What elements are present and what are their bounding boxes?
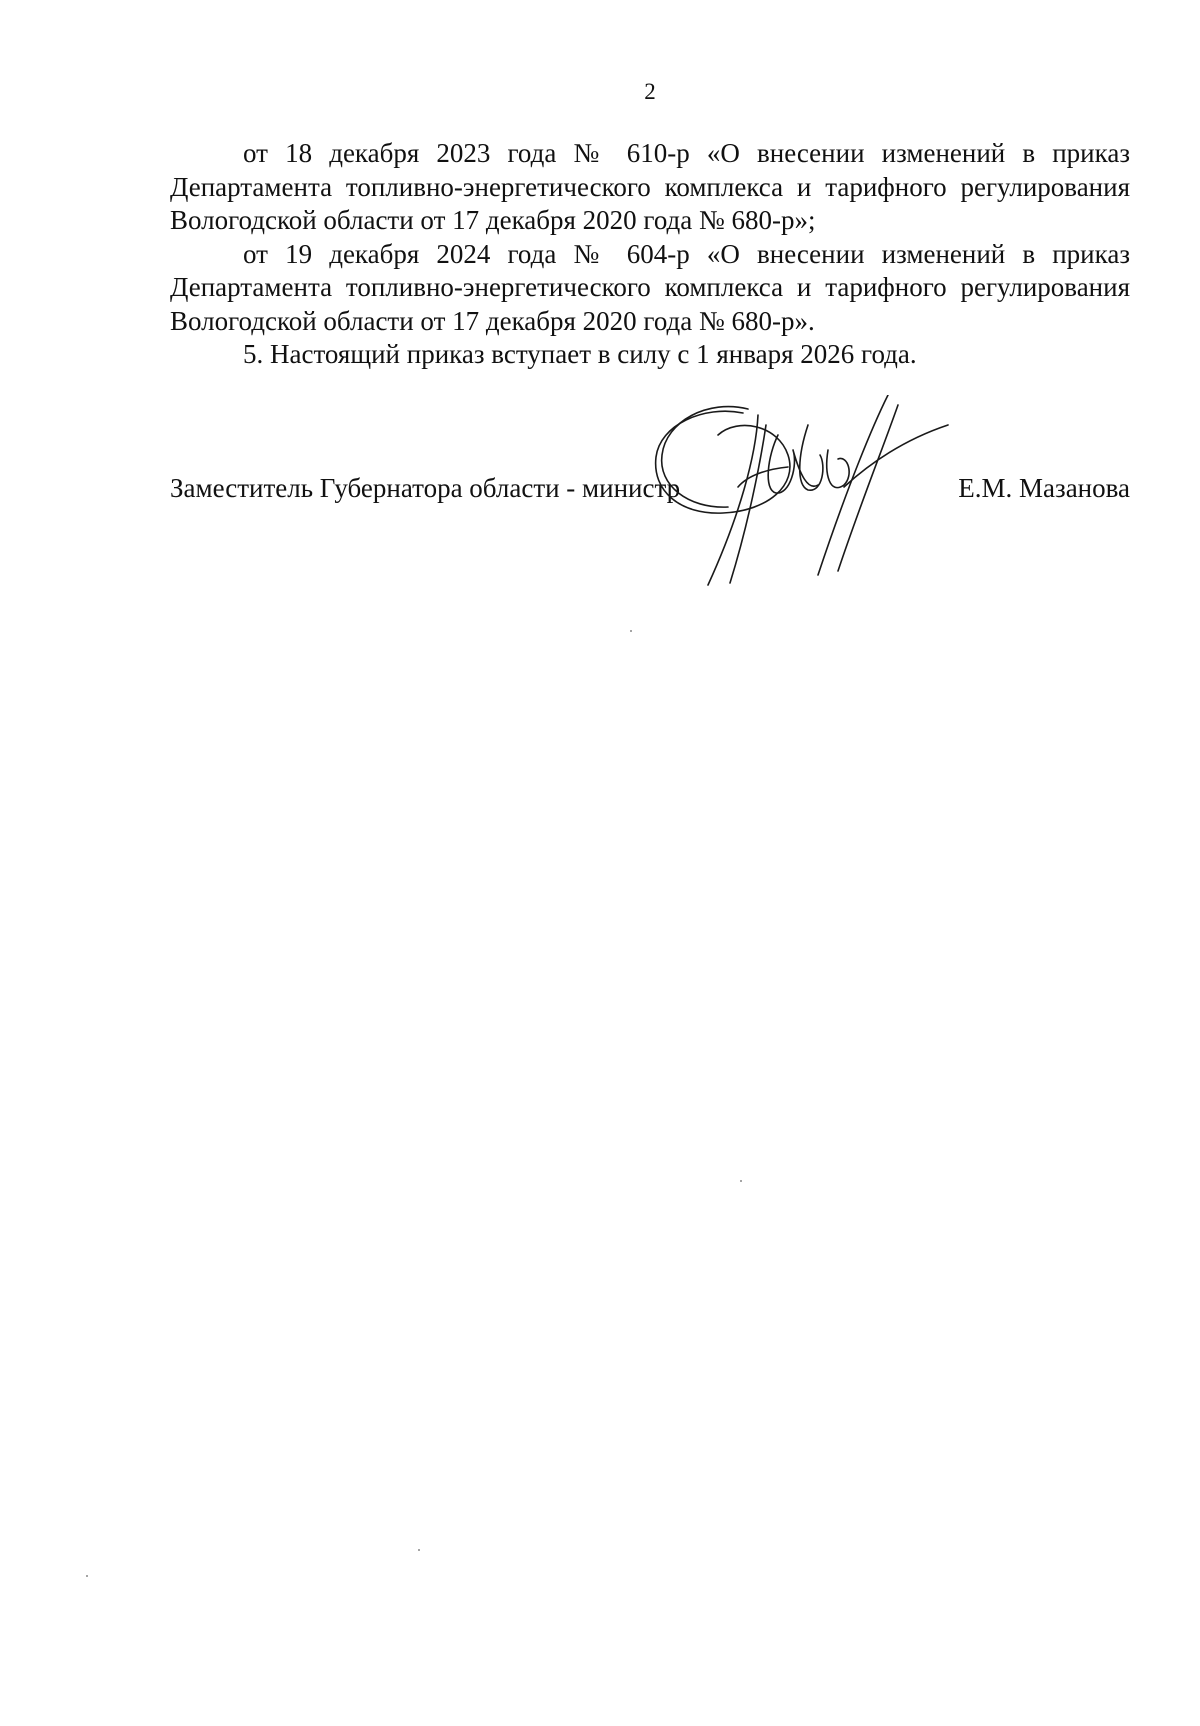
page-number: 2 xyxy=(644,79,656,104)
handwritten-signature xyxy=(648,395,978,590)
scan-speck xyxy=(630,630,632,632)
scan-speck xyxy=(418,1549,420,1551)
order-amendment-2023: от 18 декабря 2023 года № 610-р «О внесении изменений в приказ Департамента топливно-энергетического комплекса и тарифного регулирования Вологодской области от 17 декабря 2020 года № 680-р»; xyxy=(170,138,1130,235)
order-amendment-2024: от 19 декабря 2024 года № 604-р «О внесении изменений в приказ Департамента топливно-энергетического комплекса и тарифного регулирования Вологодской области от 17 декабря 2020 года № 680-р». xyxy=(170,238,1130,336)
scan-speck xyxy=(740,1180,742,1182)
scan-speck xyxy=(86,1575,88,1577)
effective-date-clause: 5. Настоящий приказ вступает в силу с 1 января 2026 года. xyxy=(243,339,917,369)
signer-position: Заместитель Губернатора области - министр xyxy=(170,473,681,503)
signer-name: Е.М. Мазанова xyxy=(958,473,1130,503)
document-body xyxy=(170,137,1130,372)
